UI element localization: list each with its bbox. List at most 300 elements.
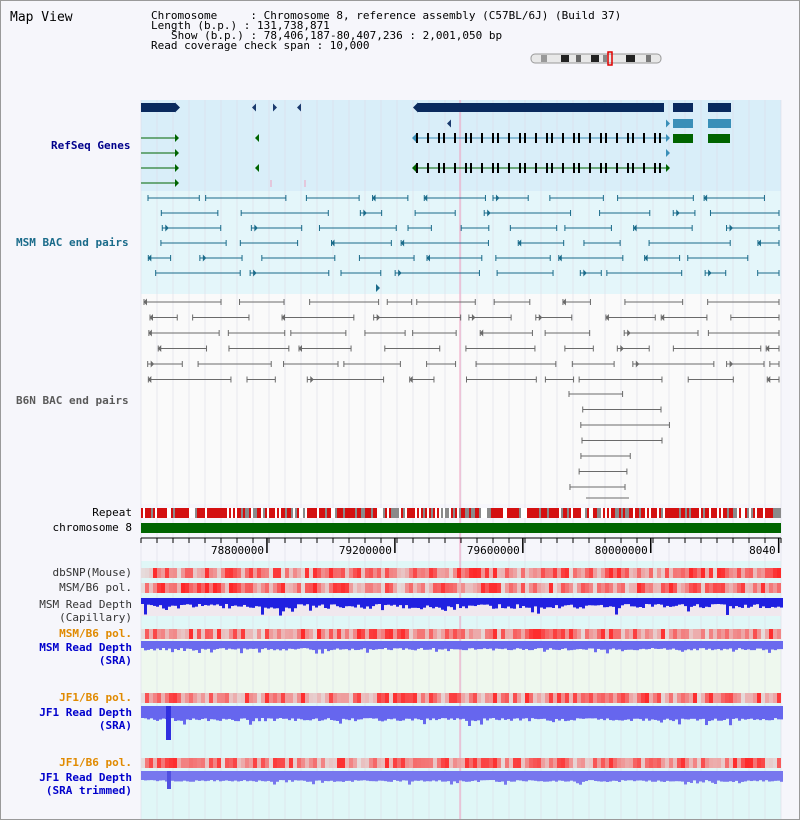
depth-bar: [285, 706, 288, 719]
heat-cell: [481, 629, 485, 639]
depth-bar: [246, 706, 249, 720]
repeat-segment: [371, 508, 373, 518]
heat-cell: [561, 758, 565, 768]
heat-cell: [733, 583, 737, 593]
heat-cell: [697, 583, 701, 593]
depth-bar: [372, 641, 375, 650]
depth-bar: [174, 706, 177, 721]
heat-cell: [145, 758, 149, 768]
heat-cell: [685, 583, 689, 593]
heat-cell: [381, 758, 385, 768]
depth-bar: [666, 771, 669, 781]
repeat-segment: [487, 508, 489, 518]
depth-bar: [654, 706, 657, 720]
heat-cell: [269, 568, 273, 578]
heat-cell: [681, 568, 685, 578]
depth-bar: [342, 641, 345, 649]
repeat-segment: [421, 508, 423, 518]
depth-bar: [315, 771, 318, 781]
repeat-segment: [221, 508, 223, 518]
heat-cell: [669, 568, 673, 578]
repeat-segment: [401, 508, 403, 518]
heat-cell: [657, 629, 661, 639]
depth-bar: [204, 598, 207, 605]
repeat-segment: [509, 508, 511, 518]
heat-cell: [661, 629, 665, 639]
depth-bar: [741, 771, 744, 782]
depth-bar: [474, 641, 477, 650]
depth-bar: [471, 706, 474, 721]
axis-tick-label: 80000000: [594, 544, 648, 557]
depth-bar: [321, 771, 324, 783]
heat-cell: [365, 583, 369, 593]
repeat-segment: [657, 508, 659, 518]
repeat-segment: [661, 508, 663, 518]
repeat-segment: [561, 508, 563, 518]
depth-bar: [213, 706, 216, 719]
page-title: Map View: [10, 10, 73, 25]
repeat-segment: [425, 508, 427, 518]
repeat-segment: [323, 508, 325, 518]
heat-cell: [149, 758, 153, 768]
heat-cell: [289, 583, 293, 593]
heat-cell: [585, 693, 589, 703]
heat-cell: [665, 758, 669, 768]
depth-bar: [699, 598, 702, 607]
depth-bar: [297, 706, 300, 719]
exon: [519, 133, 521, 143]
depth-bar: [624, 771, 627, 781]
repeat-segment: [547, 508, 549, 518]
repeat-segment: [307, 508, 309, 518]
depth-bar: [759, 641, 762, 649]
heat-cell: [437, 583, 441, 593]
depth-bar: [768, 598, 771, 608]
repeat-segment: [517, 508, 519, 518]
depth-bar: [723, 641, 726, 649]
depth-bar: [498, 771, 501, 782]
depth-bar: [366, 641, 369, 653]
depth-bar: [249, 771, 252, 781]
heat-cell: [169, 758, 173, 768]
heat-cell: [585, 583, 589, 593]
repeat-segment: [151, 508, 153, 518]
depth-bar: [729, 706, 732, 725]
exon: [562, 133, 564, 143]
depth-bar: [747, 641, 750, 649]
depth-bar: [408, 706, 411, 719]
heat-cell: [769, 583, 773, 593]
exon: [659, 163, 661, 173]
heat-cell: [201, 758, 205, 768]
depth-bar: [276, 706, 279, 719]
chromosome-ideogram[interactable]: [531, 52, 661, 65]
depth-bar: [426, 771, 429, 781]
depth-bar: [375, 771, 378, 781]
depth-bar: [150, 598, 153, 605]
heat-cell: [505, 568, 509, 578]
heat-cell: [341, 583, 345, 593]
exon: [519, 163, 521, 173]
heat-cell: [473, 629, 477, 639]
depth-bar: [144, 598, 147, 614]
heat-cell: [349, 758, 353, 768]
repeat-segment: [597, 508, 599, 518]
repeat-segment: [261, 508, 263, 518]
heat-cell: [501, 583, 505, 593]
depth-bar: [639, 706, 642, 719]
depth-bar: [588, 706, 591, 718]
heat-cell: [737, 693, 741, 703]
depth-bar: [522, 706, 525, 719]
heat-cell: [593, 693, 597, 703]
heat-cell: [157, 693, 161, 703]
heat-cell: [369, 583, 373, 593]
repeat-segment: [521, 508, 523, 518]
depth-bar: [201, 641, 204, 649]
depth-bar: [471, 641, 474, 648]
heat-cell: [693, 758, 697, 768]
heat-cell: [297, 693, 301, 703]
heat-cell: [773, 758, 777, 768]
depth-bar: [654, 771, 657, 782]
depth-bar: [330, 771, 333, 781]
heat-cell: [273, 568, 277, 578]
repeat-segment: [287, 508, 289, 518]
depth-bar: [510, 598, 513, 608]
repeat-segment: [299, 508, 301, 518]
heat-cell: [409, 629, 413, 639]
depth-bar: [657, 641, 660, 649]
heat-cell: [237, 583, 241, 593]
heat-cell: [333, 693, 337, 703]
heat-cell: [425, 693, 429, 703]
heat-cell: [193, 758, 197, 768]
heat-cell: [757, 568, 761, 578]
depth-bar: [384, 598, 387, 605]
heat-cell: [557, 693, 561, 703]
heat-cell: [157, 758, 161, 768]
depth-bar: [195, 641, 198, 650]
depth-bar: [759, 771, 762, 780]
heat-cell: [437, 629, 441, 639]
heat-cell: [285, 568, 289, 578]
depth-bar: [369, 598, 372, 609]
repeat-segment: [537, 508, 539, 518]
repeat-segment: [631, 508, 633, 518]
repeat-segment: [703, 508, 705, 518]
repeat-track[interactable]: [141, 508, 781, 518]
heat-cell: [389, 758, 393, 768]
heat-cell: [717, 693, 721, 703]
heat-cell: [245, 583, 249, 593]
heat-cell: [525, 693, 529, 703]
heat-cell: [517, 568, 521, 578]
depth-bar: [660, 641, 663, 649]
heat-cell: [633, 758, 637, 768]
repeat-segment: [397, 508, 399, 518]
heat-cell: [357, 568, 361, 578]
depth-bar: [192, 598, 195, 607]
heat-cell: [161, 693, 165, 703]
depth-bar: [408, 771, 411, 785]
depth-bar: [360, 706, 363, 719]
heat-cell: [709, 758, 713, 768]
depth-bar: [696, 771, 699, 783]
heat-cell: [381, 629, 385, 639]
depth-bar: [579, 598, 582, 607]
repeat-segment: [637, 508, 639, 518]
repeat-segment: [511, 508, 513, 518]
heat-cell: [765, 758, 769, 768]
msm-bac-label[interactable]: MSM BAC end pairs: [16, 236, 129, 249]
repeat-segment: [391, 508, 393, 518]
heat-cell: [693, 629, 697, 639]
depth-bar: [732, 641, 735, 652]
depth-bar: [750, 641, 753, 650]
repeat-segment: [253, 508, 255, 518]
depth-bar: [555, 771, 558, 782]
repeat-segment: [457, 508, 459, 518]
heat-cell: [381, 583, 385, 593]
repeat-segment: [201, 508, 203, 518]
heat-cell: [433, 568, 437, 578]
depth-bar: [165, 641, 168, 650]
depth-bar: [606, 598, 609, 607]
depth-bar: [558, 771, 561, 780]
heat-cell: [477, 693, 481, 703]
depth-bar: [549, 641, 552, 648]
depth-bar: [387, 706, 390, 719]
depth-bar: [471, 771, 474, 781]
exon: [578, 163, 580, 173]
repeat-segment: [603, 508, 605, 518]
chromosome-bar[interactable]: [141, 523, 781, 533]
depth-bar: [663, 706, 666, 720]
depth-bar: [651, 641, 654, 648]
heat-cell: [433, 583, 437, 593]
heat-cell: [393, 583, 397, 593]
heat-cell: [569, 583, 573, 593]
heat-cell: [285, 758, 289, 768]
heat-cell: [389, 583, 393, 593]
heat-cell: [665, 693, 669, 703]
depth-bar: [240, 771, 243, 781]
depth-bar: [183, 706, 186, 725]
depth-bar: [510, 771, 513, 782]
depth-bar: [234, 641, 237, 650]
heat-cell: [701, 629, 705, 639]
depth-bar: [534, 598, 537, 606]
heat-cell: [205, 629, 209, 639]
dbsnp-label: dbSNP(Mouse): [52, 566, 132, 579]
heat-cell: [621, 758, 625, 768]
heat-cell: [205, 583, 209, 593]
heat-cell: [189, 583, 193, 593]
heat-cell: [769, 629, 773, 639]
heat-cell: [601, 693, 605, 703]
heat-cell: [629, 583, 633, 593]
depth-bar: [159, 706, 162, 720]
depth-bar: [369, 641, 372, 649]
repeat-segment: [159, 508, 161, 518]
heat-cell: [505, 693, 509, 703]
depth-bar: [699, 641, 702, 648]
exon: [600, 133, 602, 143]
heat-cell: [613, 583, 617, 593]
repeat-segment: [563, 508, 565, 518]
heat-cell: [173, 758, 177, 768]
heat-cell: [541, 629, 545, 639]
repeat-segment: [365, 508, 367, 518]
depth-bar: [702, 641, 705, 648]
heat-cell: [573, 758, 577, 768]
depth-bar: [201, 771, 204, 780]
heat-cell: [273, 693, 277, 703]
heat-cell: [381, 568, 385, 578]
depth-bar: [723, 771, 726, 782]
repeat-segment: [617, 508, 619, 518]
heat-cell: [537, 629, 541, 639]
depth-bar: [402, 598, 405, 608]
depth-bar: [282, 641, 285, 649]
msm-depth-cap-label-2: (Capillary): [59, 611, 132, 624]
depth-bar: [141, 706, 144, 718]
depth-bar: [486, 771, 489, 780]
heat-cell: [725, 629, 729, 639]
depth-bar: [162, 598, 165, 608]
heat-cell: [501, 568, 505, 578]
heat-cell: [157, 583, 161, 593]
b6n-bac-label[interactable]: B6N BAC end pairs: [16, 394, 129, 407]
heat-cell: [653, 693, 657, 703]
heat-cell: [209, 583, 213, 593]
repeat-segment: [195, 508, 197, 518]
heat-cell: [429, 568, 433, 578]
depth-bar: [267, 706, 270, 718]
heat-cell: [477, 629, 481, 639]
depth-bar: [657, 706, 660, 721]
heat-cell: [409, 693, 413, 703]
heat-cell: [389, 693, 393, 703]
heat-cell: [745, 583, 749, 593]
depth-bar: [729, 598, 732, 606]
depth-bar: [417, 598, 420, 608]
depth-bar: [147, 706, 150, 719]
depth-bar: [396, 598, 399, 607]
repeat-segment: [775, 508, 777, 518]
heat-cell: [465, 629, 469, 639]
heat-cell: [225, 758, 229, 768]
heat-cell: [453, 629, 457, 639]
heat-cell: [721, 629, 725, 639]
heat-cell: [153, 693, 157, 703]
refseq-label[interactable]: RefSeq Genes: [51, 139, 131, 152]
repeat-segment: [335, 508, 337, 518]
msm-depth-sra-label-1: MSM Read Depth: [39, 641, 132, 654]
depth-bar: [624, 641, 627, 650]
repeat-segment: [415, 508, 417, 518]
heat-cell: [341, 629, 345, 639]
depth-bar: [543, 598, 546, 609]
depth-bar: [408, 598, 411, 608]
depth-bar: [546, 641, 549, 650]
heat-cell: [157, 629, 161, 639]
heat-cell: [589, 758, 593, 768]
depth-bar: [447, 706, 450, 720]
depth-bar: [192, 641, 195, 651]
heat-cell: [509, 568, 513, 578]
heat-cell: [709, 629, 713, 639]
heat-cell: [349, 583, 353, 593]
depth-bar: [426, 706, 429, 719]
repeat-segment: [341, 508, 343, 518]
heat-cell: [449, 568, 453, 578]
heat-cell: [433, 693, 437, 703]
depth-bar: [609, 641, 612, 649]
repeat-segment: [761, 508, 763, 518]
heat-cell: [473, 693, 477, 703]
repeat-segment: [685, 508, 687, 518]
heat-cell: [497, 693, 501, 703]
repeat-segment: [733, 508, 735, 518]
heat-cell: [581, 568, 585, 578]
heat-cell: [765, 629, 769, 639]
depth-bar: [153, 706, 156, 720]
repeat-segment: [749, 508, 751, 518]
heat-cell: [217, 583, 221, 593]
heat-cell: [513, 758, 517, 768]
depth-bar: [207, 706, 210, 721]
repeat-segment: [635, 508, 637, 518]
depth-bar: [564, 771, 567, 782]
heat-cell: [529, 693, 533, 703]
repeat-segment: [757, 508, 759, 518]
heat-cell: [417, 693, 421, 703]
exon: [573, 133, 575, 143]
depth-bar: [408, 641, 411, 649]
depth-bar: [579, 771, 582, 785]
depth-bar: [243, 598, 246, 605]
depth-bar: [723, 706, 726, 720]
repeat-segment: [551, 508, 553, 518]
depth-bar: [498, 598, 501, 604]
heat-cell: [653, 758, 657, 768]
heat-cell: [721, 583, 725, 593]
depth-bar: [378, 598, 381, 604]
heat-cell: [373, 583, 377, 593]
heat-cell: [281, 758, 285, 768]
depth-bar: [426, 598, 429, 605]
depth-bar: [348, 598, 351, 606]
heat-cell: [417, 758, 421, 768]
heat-cell: [693, 583, 697, 593]
heat-cell: [333, 629, 337, 639]
depth-bar: [336, 771, 339, 781]
heat-cell: [649, 693, 653, 703]
depth-bar: [162, 771, 165, 780]
heat-cell: [473, 568, 477, 578]
axis-tick-label: 78800000: [210, 544, 264, 557]
depth-bar: [573, 771, 576, 782]
heat-cell: [305, 758, 309, 768]
heat-cell: [225, 693, 229, 703]
repeat-segment: [383, 508, 385, 518]
depth-bar: [396, 641, 399, 648]
heat-cell: [257, 758, 261, 768]
heat-cell: [773, 583, 777, 593]
exon: [605, 163, 607, 173]
